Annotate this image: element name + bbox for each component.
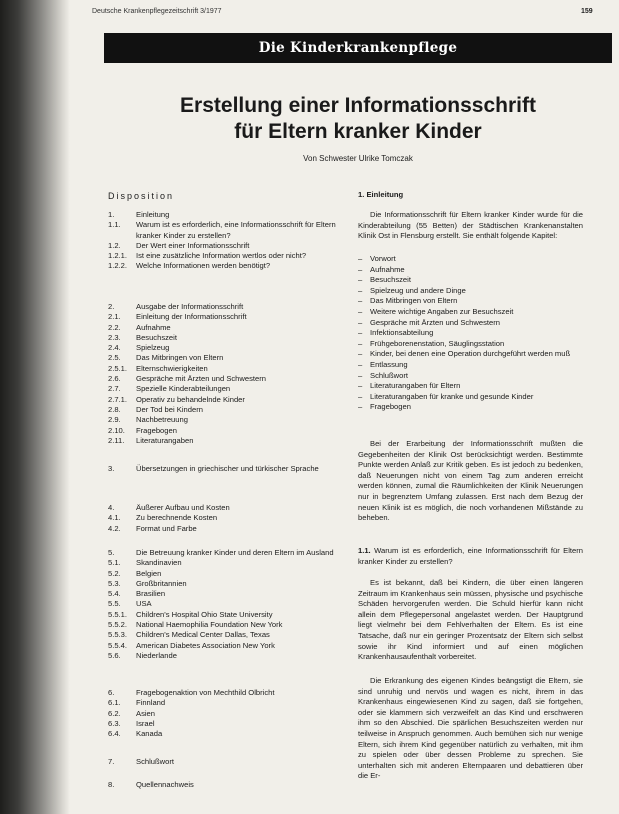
subsection-title: Warum ist es erforderlich, eine Informationsschrift für Eltern kranker Kinder zu erstellen? — [358, 546, 583, 566]
toc-item: 6.3. Israel — [108, 718, 155, 728]
list-item: – Infektionsabteilung — [358, 328, 434, 338]
toc-item: 5.5.4. American Diabetes Association New York — [108, 640, 275, 650]
toc-group-5 — [108, 548, 358, 661]
section-heading-einleitung: 1. Einleitung — [358, 190, 404, 199]
toc-item: 2.6. Gespräche mit Ärzten und Schwestern — [108, 374, 266, 384]
toc-item: 2.4. Spielzeug — [108, 343, 170, 353]
list-item: – Entlassung — [358, 359, 408, 369]
toc-group-4 — [108, 503, 358, 534]
section-banner: Die Kinderkrankenpflege — [104, 33, 612, 63]
toc-item: 5.5.2. National Haemophilia Foundation New York — [108, 620, 283, 630]
list-item: – Das Mitbringen von Eltern — [358, 296, 458, 306]
toc-item: 5. Die Betreuung kranker Kinder und deren Eltern im Ausland — [108, 548, 334, 557]
chapter-list — [358, 254, 583, 413]
toc-item: 2.7. Spezielle Kinderabteilungen — [108, 384, 231, 394]
toc-item: 5.1. Skandinavien — [108, 558, 182, 568]
toc-item: 5.5.1. Children's Hospital Ohio State University — [108, 609, 273, 619]
toc-item: 6.4. Kanada — [108, 729, 163, 739]
list-item: – Kinder, bei denen eine Operation durchgeführt werden muß — [358, 349, 571, 359]
toc-group-8 — [108, 780, 358, 790]
toc-item: 1. Einleitung — [108, 210, 170, 219]
list-item: – Spielzeug und andere Dinge — [358, 285, 466, 295]
toc-item: 4. Äußerer Aufbau und Kosten — [108, 503, 230, 512]
toc-item: 2.8. Der Tod bei Kindern — [108, 404, 203, 414]
toc-item: 2.1. Einleitung der Informationsschrift — [108, 312, 247, 322]
toc-item: 2.10. Fragebogen — [108, 425, 177, 435]
paragraph-3: Die Erkrankung des eigenen Kindes beängstigt die Eltern, sie sind unruhig und nervös und wagen es nicht, ihrem in das Krankenhaus eingewiesenen Kind zu sagen, daß sie fortgehen, oder sie klammern sich verzweifelt an das Kind und erschweren ihm so den Abschied. Die spärlichen Besuchszeiten werden nur teilweise in Anspruch genommen. Auch bemühen sich nur wenige Eltern, sich ihrem Kind gegenüber natürlich zu verhalten, mit ihm zu spielen oder über dessen Probleme zu sprechen. Sie unterhalten sich mit anderen Elternpaaren und debattieren über die Er- — [358, 676, 583, 781]
list-item: – Schlußwort — [358, 370, 408, 380]
article-title-line-1: Erstellung einer Informationsschrift — [180, 94, 536, 117]
toc-group-6 — [108, 688, 358, 739]
list-item: – Fragebogen — [358, 402, 411, 412]
toc-item: 1.2. Der Wert einer Informationsschrift — [108, 240, 250, 250]
toc-item: 5.6. Niederlande — [108, 650, 177, 660]
list-item: – Weitere wichtige Angaben zur Besuchszeit — [358, 306, 514, 316]
toc-item: 2.11. Literaturangaben — [108, 435, 194, 445]
list-item: – Literaturangaben für kranke und gesunde Kinder — [358, 391, 534, 401]
toc-item: 3. Übersetzungen in griechischer und türkischer Sprache — [108, 464, 319, 473]
toc-item: 1.2.2. Welche Informationen werden benötigt? — [108, 261, 271, 271]
toc-item: 8. Quellennachweis — [108, 780, 194, 789]
toc-item: 7. Schlußwort — [108, 757, 174, 766]
list-item: – Gespräche mit Ärzten und Schwestern — [358, 317, 500, 327]
toc-item: 2.5. Das Mitbringen von Eltern — [108, 353, 224, 363]
list-item: – Vorwort — [358, 254, 396, 263]
paragraph-1: Bei der Erarbeitung der Informationsschrift mußten die Gegebenheiten der Klinik Ost berücksichtigt werden. Bestimmte Punkte werden Anlaß zur Kritik geben. Es ist jedoch zu bedenken, daß Neuerungen nicht von einem Tag zum anderen erreicht werden können, zumal die Räumlichkeiten der Klinik Neuerungen nur in begrenztem Umfang zulassen. Erst nach dem Bezug der neuen Klinik ist es möglich, die noch vorhandenen Mißstände zu beheben. — [358, 439, 583, 523]
toc-item: 5.4. Brasilien — [108, 589, 166, 599]
toc-item: 2.5.1. Elternschwierigkeiten — [108, 363, 208, 373]
toc-group-1 — [108, 210, 358, 272]
toc-item: 1.1. Warum ist es erforderlich, eine Informationsschrift für Eltern kranker Kinder zu erstellen? — [108, 220, 336, 240]
toc-item: 2.7.1. Operativ zu behandelnde Kinder — [108, 394, 245, 404]
toc-item: 1.2.1. Ist eine zusätzliche Information wertlos oder nicht? — [108, 251, 307, 261]
toc-item: 5.2. Belgien — [108, 568, 162, 578]
toc-item: 2.2. Aufnahme — [108, 322, 171, 332]
toc-item: 6. Fragebogenaktion von Mechthild Olbricht — [108, 688, 275, 697]
running-header-journal: Deutsche Krankenpflegezeitschrift 3/1977 — [92, 8, 222, 15]
toc-item: 2.9. Nachbetreuung — [108, 415, 188, 425]
toc-item: 4.1. Zu berechnende Kosten — [108, 513, 218, 523]
toc-group-2 — [108, 302, 358, 446]
byline: Von Schwester Ulrike Tomczak — [303, 154, 413, 163]
toc-item: 5.5.3. Children's Medical Center Dallas, Texas — [108, 630, 270, 640]
subsection-heading-1-1 — [358, 546, 583, 567]
list-item: – Frühgeborenenstation, Säuglingsstation — [358, 338, 505, 348]
toc-item: 5.3. Großbritannien — [108, 578, 187, 588]
subsection-number: 1.1. — [358, 546, 371, 555]
toc-group-7 — [108, 757, 358, 767]
toc-item: 5.5. USA — [108, 599, 152, 609]
toc-item: 6.2. Asien — [108, 708, 155, 718]
toc-item: 4.2. Format und Farbe — [108, 523, 197, 533]
disposition-heading: Disposition — [108, 191, 175, 201]
toc-item: 6.1. Finnland — [108, 698, 166, 708]
toc-group-3 — [108, 464, 358, 474]
toc-item: 2.3. Besuchszeit — [108, 332, 177, 342]
list-item: – Aufnahme — [358, 264, 405, 274]
page-binding-shadow — [0, 0, 70, 814]
list-item: – Besuchszeit — [358, 275, 411, 285]
paragraph-2: Es ist bekannt, daß bei Kindern, die über einen längeren Zeitraum im Krankenhaus sein müssen, physische und psychische Schäden hervorgerufen werden. Die Schuld hierfür kann nicht allein dem Pflegepersonal angelastet werden. Der Hauptgrund liegt vielmehr bei dem Fehlverhalten der Eltern. Es ist eine Tatsache, daß nur ein geringer Prozentsatz der Eltern sich selbst sowie ihr Kind informiert und auf einen möglichen Krankenhausaufenthalt vorbereitet. — [358, 578, 583, 662]
toc-item: 2. Ausgabe der Informationsschrift — [108, 302, 244, 311]
page-number: 159 — [581, 8, 593, 15]
article-title-line-2: für Eltern kranker Kinder — [234, 120, 482, 143]
list-item: – Literaturangaben für Eltern — [358, 381, 461, 391]
intro-paragraph: Die Informationsschrift für Eltern kranker Kinder wurde für die Kinderabteilung (55 Betten) der Städtischen Krankenanstalten Klinik Ost in Flensburg erstellt. Sie enthält folgende Kapitel: — [358, 210, 583, 241]
